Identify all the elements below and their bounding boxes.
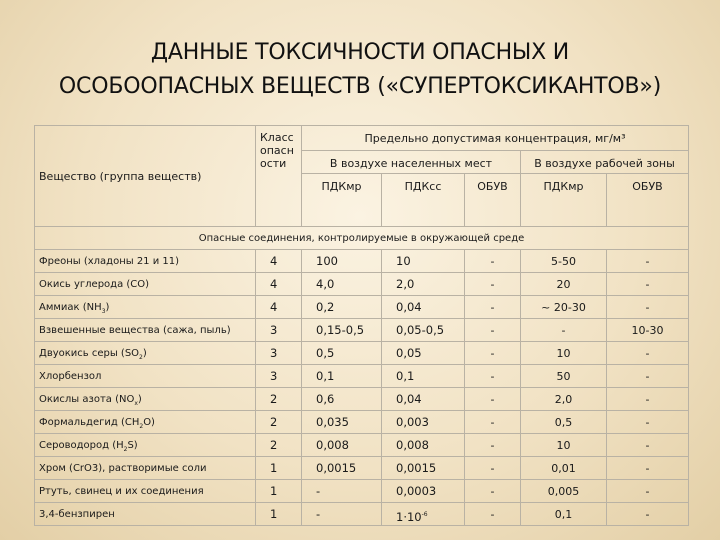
header-substance: Вещество (группа веществ) <box>35 126 256 227</box>
obuv-work-cell <box>607 434 689 457</box>
pdkmr-work-cell <box>521 319 607 342</box>
hazard-class <box>256 503 302 526</box>
obuv-cell-value: - <box>490 439 495 452</box>
hazard-class <box>256 296 302 319</box>
pdkmr-work-cell-value: ~ 20-30 <box>541 301 586 314</box>
substance-name <box>35 365 256 388</box>
pdkmr-cell <box>302 434 382 457</box>
pdkmr-work-cell-value: 10 <box>556 347 571 360</box>
pdkss-cell <box>382 388 465 411</box>
pdkss-cell-value: 10 <box>396 254 411 268</box>
obuv-work-cell <box>607 250 689 273</box>
pdkmr-cell-value: 100 <box>316 254 338 268</box>
hazard-class <box>256 342 302 365</box>
obuv-cell-value: - <box>490 370 495 383</box>
table-row <box>35 480 689 503</box>
exponent: -6 <box>421 511 428 518</box>
substance-name <box>35 480 256 503</box>
pdkss-cell <box>382 296 465 319</box>
substance-name <box>35 273 256 296</box>
substance-name-tail: ) <box>137 394 142 405</box>
page-title <box>0 36 720 104</box>
pdkmr-work-cell-value: 20 <box>556 278 571 291</box>
hazard-class <box>256 250 302 273</box>
hazard-class <box>256 388 302 411</box>
pdkmr-work-cell <box>521 250 607 273</box>
pdkmr-work-cell-value: 0,005 <box>547 485 580 498</box>
substance-name-tail: O) <box>143 417 155 428</box>
substance-name-text: Фреоны (хладоны 21 и 11) <box>39 256 180 267</box>
obuv-work-cell-value: - <box>645 370 650 383</box>
substance-name-text: Формальдегид (CH <box>39 417 140 428</box>
pdkss-cell-value: 0,05-0,5 <box>396 323 445 337</box>
obuv-cell <box>465 411 521 434</box>
pdkss-cell <box>382 411 465 434</box>
substance-name-text: Взвешенные вещества (сажа, пыль) <box>39 325 231 336</box>
obuv-cell <box>465 457 521 480</box>
substance-name <box>35 411 256 434</box>
pdkmr-work-cell <box>521 457 607 480</box>
pdkss-cell-value: 0,1 <box>396 369 415 383</box>
obuv-cell <box>465 434 521 457</box>
obuv-work-cell-value: 10-30 <box>631 324 664 337</box>
pdkmr-cell-value: 0,035 <box>316 415 349 429</box>
pdkmr-cell <box>302 503 382 526</box>
obuv-work-cell <box>607 273 689 296</box>
pdkss-cell <box>382 250 465 273</box>
pdkmr-cell-value: 0,15-0,5 <box>316 323 365 337</box>
substance-name-text: Хлорбензол <box>39 371 102 382</box>
table-row <box>35 296 689 319</box>
pdkmr-cell-value: 0,5 <box>316 346 335 360</box>
hazard-class-value: 2 <box>270 392 278 406</box>
obuv-cell <box>465 273 521 296</box>
formula-subscript: 2 <box>139 423 144 430</box>
obuv-work-cell-value: - <box>645 347 650 360</box>
obuv-work-cell <box>607 365 689 388</box>
table-row <box>35 365 689 388</box>
pdkmr-work-cell <box>521 434 607 457</box>
table-row <box>35 411 689 434</box>
substance-name-tail: ) <box>142 348 147 359</box>
hazard-class-value: 3 <box>270 346 278 360</box>
obuv-cell-value: - <box>490 416 495 429</box>
pdkss-cell-value: 0,04 <box>396 300 422 314</box>
pdkmr-work-cell-value: 0,01 <box>551 462 576 475</box>
hazard-class-value: 4 <box>270 300 278 314</box>
pdkmr-cell <box>302 296 382 319</box>
pdkss-cell <box>382 434 465 457</box>
obuv-cell-value: - <box>490 324 495 337</box>
pdkmr-work-cell <box>521 388 607 411</box>
pdkmr-cell-value: 4,0 <box>316 277 335 291</box>
substance-name <box>35 319 256 342</box>
hazard-class-value: 1 <box>270 507 278 521</box>
obuv-work-cell <box>607 296 689 319</box>
hazard-class <box>256 273 302 296</box>
obuv-cell <box>465 250 521 273</box>
pdkss-cell-value: 0,003 <box>396 415 429 429</box>
pdkmr-cell <box>302 319 382 342</box>
obuv-work-cell-value: - <box>645 508 650 521</box>
pdkmr-cell <box>302 365 382 388</box>
substance-name-text: Ртуть, свинец и их соединения <box>39 486 204 497</box>
pdkss-cell-value: 0,0003 <box>396 484 437 498</box>
table-row <box>35 342 689 365</box>
pdkmr-work-cell <box>521 411 607 434</box>
pdkmr-work-cell-value: 50 <box>556 370 571 383</box>
formula-subscript: 3 <box>101 308 106 315</box>
hazard-class-value: 4 <box>270 277 278 291</box>
obuv-cell-value: - <box>490 301 495 314</box>
pdkss-cell-value: 0,008 <box>396 438 429 452</box>
obuv-work-cell-value: - <box>645 255 650 268</box>
pdkss-cell-value: 0,05 <box>396 346 422 360</box>
formula-subscript: 2 <box>139 354 143 361</box>
substance-name-text: Окись углерода (CO) <box>39 279 150 290</box>
pdkmr-work-cell-value: 0,1 <box>554 508 573 521</box>
table-row <box>35 250 689 273</box>
pdkmr-cell <box>302 411 382 434</box>
pdkss-cell-value: 0,04 <box>396 392 422 406</box>
section-title: Опасные соединения, контролируемые в окружающей среде <box>35 227 689 250</box>
pdkss-cell-value: 1·10 <box>396 509 422 524</box>
obuv-cell <box>465 480 521 503</box>
obuv-cell-value: - <box>490 508 495 521</box>
obuv-work-cell <box>607 480 689 503</box>
pdkss-cell-value: 2,0 <box>396 277 415 291</box>
substance-name-text: Хром (CrO3), растворимые соли <box>39 463 207 474</box>
header-obuv: ОБУВ <box>465 174 521 227</box>
formula-subscript: x <box>134 400 138 407</box>
hazard-class-value: 3 <box>270 323 278 337</box>
pdkss-cell <box>382 342 465 365</box>
header-populated: В воздухе населенных мест <box>302 151 521 174</box>
hazard-class <box>256 480 302 503</box>
obuv-cell-value: - <box>490 462 495 475</box>
pdkss-cell <box>382 273 465 296</box>
pdkmr-cell <box>302 250 382 273</box>
toxicity-table <box>34 125 689 526</box>
obuv-work-cell <box>607 411 689 434</box>
obuv-work-cell <box>607 503 689 526</box>
pdkmr-work-cell-value: 2,0 <box>554 393 573 406</box>
obuv-work-cell-value: - <box>645 439 650 452</box>
substance-name-text: Аммиак (NH <box>39 302 102 313</box>
substance-name-text: Сероводород (H <box>39 440 124 451</box>
pdkmr-work-cell-value: 5-50 <box>551 255 576 268</box>
pdkmr-cell-value: 0,0015 <box>316 461 357 475</box>
hazard-class <box>256 457 302 480</box>
pdkmr-work-cell-value: - <box>561 324 566 337</box>
header-class: Класс опасн ости <box>256 126 302 227</box>
substance-name <box>35 457 256 480</box>
obuv-work-cell-value: - <box>645 485 650 498</box>
substance-name <box>35 434 256 457</box>
formula-subscript: 2 <box>123 446 128 453</box>
pdkmr-cell <box>302 273 382 296</box>
pdkmr-cell <box>302 388 382 411</box>
obuv-work-cell-value: - <box>645 416 650 429</box>
obuv-work-cell-value: - <box>645 301 650 314</box>
obuv-work-cell <box>607 319 689 342</box>
title-line-2: ОСОБООПАСНЫХ ВЕЩЕСТВ («СУПЕРТОКСИКАНТОВ») <box>58 74 662 99</box>
obuv-work-cell-value: - <box>645 393 650 406</box>
pdkmr-cell-value: 0,6 <box>316 392 335 406</box>
pdkmr-cell-value: 0,2 <box>316 300 335 314</box>
table-row <box>35 388 689 411</box>
pdkmr-cell <box>302 342 382 365</box>
header-pdkmr: ПДКмр <box>302 174 382 227</box>
substance-name-text: Двуокись серы (SO <box>39 348 140 359</box>
header-pdkmr-work: ПДКмр <box>521 174 607 227</box>
substance-name <box>35 296 256 319</box>
pdkmr-cell <box>302 480 382 503</box>
substance-name <box>35 342 256 365</box>
obuv-work-cell <box>607 342 689 365</box>
obuv-cell-value: - <box>490 393 495 406</box>
header-pdkss: ПДКсс <box>382 174 465 227</box>
header-pdk-text: Предельно допустимая концентрация, мг/м³ <box>364 132 626 145</box>
obuv-cell-value: - <box>490 278 495 291</box>
obuv-cell <box>465 296 521 319</box>
table-row <box>35 319 689 342</box>
pdkmr-cell <box>302 457 382 480</box>
pdkss-cell <box>382 457 465 480</box>
table-row <box>35 434 689 457</box>
obuv-cell-value: - <box>490 347 495 360</box>
hazard-class <box>256 319 302 342</box>
obuv-cell <box>465 319 521 342</box>
title-line-1: ДАННЫЕ ТОКСИЧНОСТИ ОПАСНЫХ И <box>150 40 570 65</box>
pdkmr-work-cell <box>521 296 607 319</box>
obuv-cell-value: - <box>490 255 495 268</box>
header-workzone: В воздухе рабочей зоны <box>521 151 689 174</box>
pdkmr-cell-value: 0,1 <box>316 369 335 383</box>
pdkmr-work-cell <box>521 273 607 296</box>
substance-name-tail: S) <box>127 440 138 451</box>
hazard-class-value: 2 <box>270 415 278 429</box>
obuv-cell <box>465 503 521 526</box>
hazard-class-value: 1 <box>270 484 278 498</box>
obuv-cell <box>465 388 521 411</box>
hazard-class <box>256 365 302 388</box>
hazard-class-value: 1 <box>270 461 278 475</box>
pdkmr-work-cell <box>521 342 607 365</box>
obuv-work-cell <box>607 388 689 411</box>
pdkss-cell <box>382 480 465 503</box>
hazard-class <box>256 434 302 457</box>
pdkmr-work-cell-value: 10 <box>556 439 571 452</box>
pdkmr-work-cell <box>521 503 607 526</box>
obuv-work-cell <box>607 457 689 480</box>
table-body <box>35 250 689 526</box>
obuv-cell <box>465 342 521 365</box>
header-obuv-work: ОБУВ <box>607 174 689 227</box>
pdkmr-cell-value: - <box>316 507 321 521</box>
substance-name <box>35 250 256 273</box>
obuv-cell-value: - <box>490 485 495 498</box>
hazard-class-value: 2 <box>270 438 278 452</box>
pdkmr-work-cell <box>521 480 607 503</box>
table-row <box>35 273 689 296</box>
obuv-cell <box>465 365 521 388</box>
obuv-work-cell-value: - <box>645 278 650 291</box>
hazard-class-value: 4 <box>270 254 278 268</box>
substance-name-text: Окислы азота (NO <box>39 394 135 405</box>
pdkss-cell <box>382 365 465 388</box>
pdkmr-work-cell-value: 0,5 <box>554 416 573 429</box>
hazard-class <box>256 411 302 434</box>
substance-name-tail: ) <box>105 302 110 313</box>
table-row <box>35 503 689 526</box>
pdkmr-work-cell <box>521 365 607 388</box>
hazard-class-value: 3 <box>270 369 278 383</box>
obuv-work-cell-value: - <box>645 462 650 475</box>
substance-name <box>35 503 256 526</box>
pdkss-cell-value: 0,0015 <box>396 461 437 475</box>
header-pdk <box>302 126 689 151</box>
pdkmr-cell-value: 0,008 <box>316 438 349 452</box>
pdkss-cell <box>382 503 465 526</box>
pdkmr-cell-value: - <box>316 484 321 498</box>
substance-name-text: 3,4-бензпирен <box>39 509 115 520</box>
table-row <box>35 457 689 480</box>
substance-name <box>35 388 256 411</box>
pdkss-cell <box>382 319 465 342</box>
